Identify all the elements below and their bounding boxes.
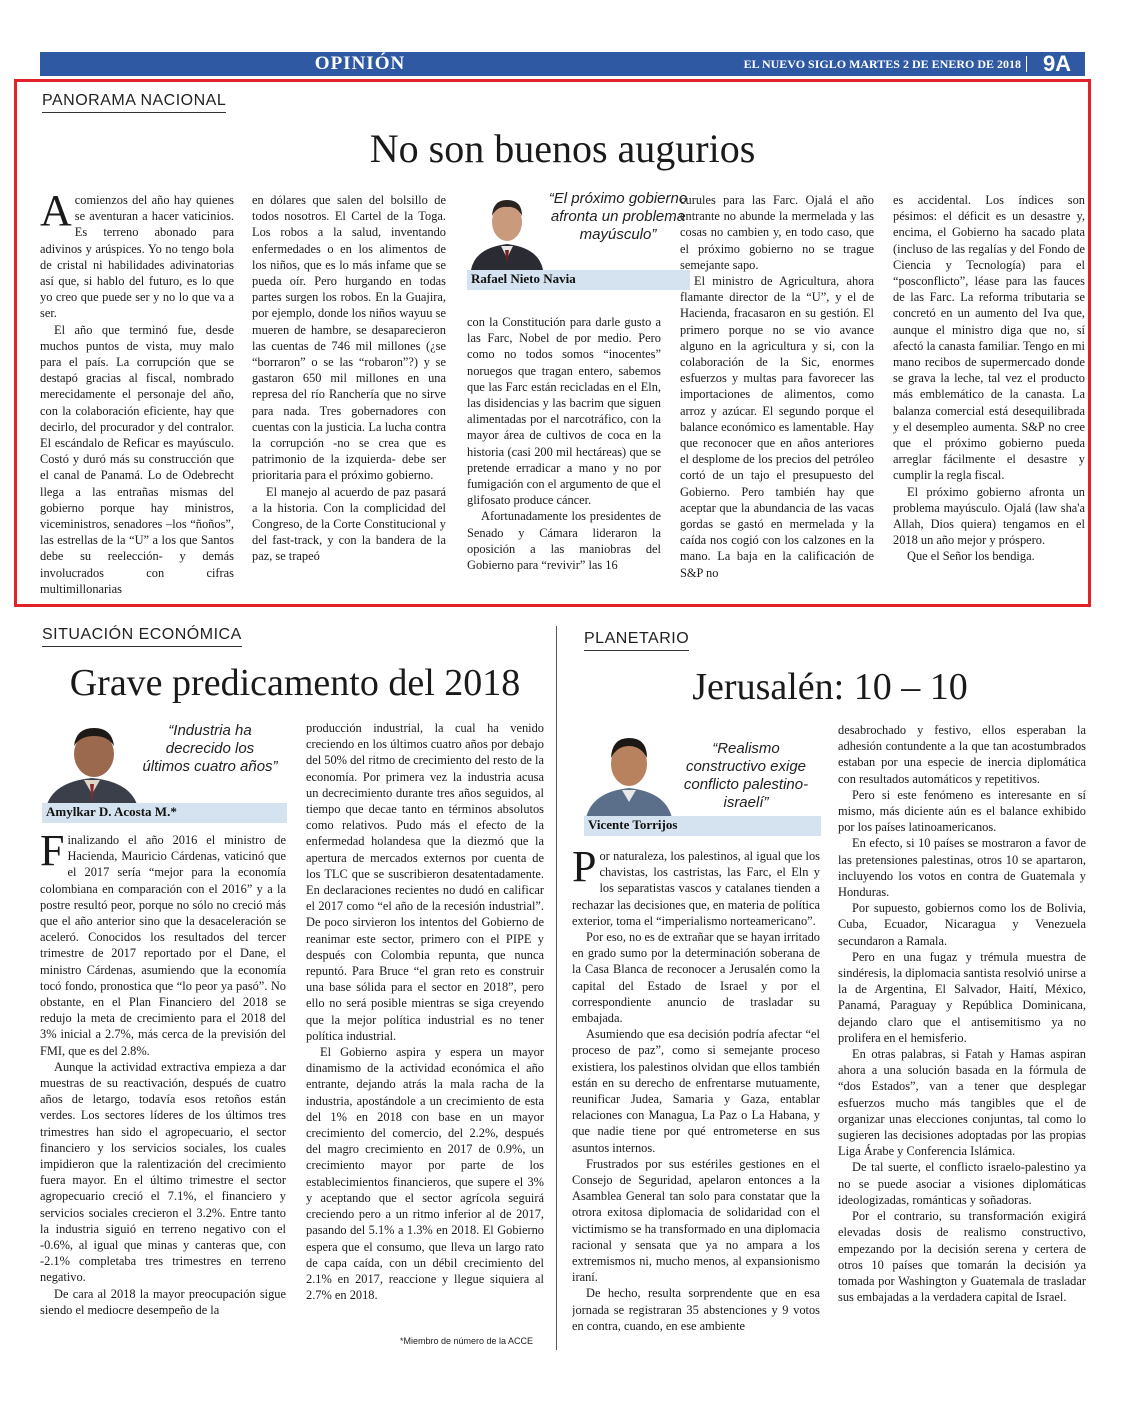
article2-paragraph: De cara al 2018 la mayor preocupación sigue siendo el mediocre desempeño de la (40, 1286, 286, 1317)
article3-paragraph: Asumiendo que esa decisión podría afectar “el proceso de paz”, como si semejante proceso existiera, los palestinos olvidan que ellos también están en su derecho de enfrentarse mutuamente, reunificar Judea, Samaria y Gaza, entablar relaciones con Managua, La Paz o La Habana, y que nadie tiene por qué entrometerse en sus asuntos internos. (572, 1027, 820, 1155)
article1-paragraph: El manejo al acuerdo de paz pasará a la historia. Con la complicidad del Congreso, de la Corte Constitucional y del fast-track, y con la bandera de la paz, se trapeó (252, 484, 446, 564)
article1-kicker: PANORAMA NACIONAL (42, 92, 226, 113)
article3-pullquote: “Realismo constructivo exige conflicto palestino-israelí” (683, 740, 809, 811)
article1-author-byline: Rafael Nieto Navia (467, 270, 690, 290)
article3-paragraph: En otras palabras, si Fatah y Hamas aspiran ahora a una solución basada en la fórmula de “dos Estados”, van a tener que desplegar esfuerzos mucho más tangibles que el de organizar unas elecciones conjuntas, tal como lo sugieren las decisiones adoptadas por las propias Liga Árabe y Conferencia Islámica. (838, 1047, 1086, 1159)
article2-dropcap: F (40, 832, 65, 875)
article2-kicker: SITUACIÓN ECONÓMICA (42, 626, 242, 647)
article2-column-1 (40, 832, 286, 1352)
article1-paragraph: El ministro de Agricultura, ahora flamante director de la “U”, y el de Hacienda, fracasaron en su gestión. El primero porque no se vio avance alguno en la agricultura y si, con la colaboración de la Sic, enormes esfuerzos y multas para favorecer las importaciones de alimentos, como arroz y azúcar. El segundo porque el balance económico es lamentable. Hay que reconocer que en años anteriores el desplome de los precios del petróleo cortó de un tajo el presupuesto del Gobierno. Pero también hay que aceptar que la abundancia de las vacas gordas se gastó en mermelada y la caída nos cogió con los calzones en la mano. La baja en la calificación de S&P no (680, 274, 874, 580)
article3-author-byline: Vicente Torrijos (584, 816, 821, 836)
author-portrait-icon (42, 716, 142, 808)
article1-paragraph: comienzos del año hay quienes se aventuran a hacer vaticinios. Es terreno abonado para adivinos y arúspices. Yo no tengo bola de cristal ni habilidades adivinatorias así que, si hablo del futuro, es lo que yo creo que puede ser y no lo que va a ser. (40, 193, 234, 321)
article3-paragraph: Pero si este fenómeno es interesante en sí mismo, más diciente aún es el balance exhibido por los países latinoamericanos. (838, 787, 1086, 835)
article3-kicker: PLANETARIO (584, 630, 689, 651)
article3-paragraph: Por eso, no es de extrañar que se hayan irritado en grado sumo por la determinación soberana de la Casa Blanca de reconocer a Jerusalén como la capital del Estado de Israel y por el correspondiente anuncio de trasladar su embajada. (572, 930, 820, 1026)
article3-paragraph: Pero en una fugaz y trémula muestra de sindéresis, la diplomacia santista resolvió unirse a la de Argentina, El Salvador, Haití, México, Panamá, Paraguay y República Dominicana, dejando claro que el antisemitismo ya no prolifera en el hemisferio. (838, 949, 1086, 1045)
article2-pullquote: “Industria ha decrecido los últimos cuatro años” (142, 722, 278, 775)
article3-title: Jerusalén: 10 – 10 (692, 666, 968, 708)
article3-column-2 (838, 722, 1086, 1358)
author-portrait-icon (467, 188, 547, 270)
article1-column-5 (893, 192, 1085, 598)
article2-author-byline: Amylkar D. Acosta M.* (42, 803, 287, 823)
article3-paragraph: De tal suerte, el conflicto israelo-palestino ya no se puede asociar a visiones diplomáticas ideologizadas, románticas y soñadoras. (838, 1160, 1086, 1207)
article2-footnote: *Miembro de número de la ACCE (400, 1336, 534, 1346)
article1-paragraph: El próximo gobierno afronta un problema mayúsculo. Ojalá (law sha'a Allah, Dios quiera) tengamos en el 2018 un año mejor y próspero. (893, 484, 1085, 548)
article2-title: Grave predicamento del 2018 (69, 662, 521, 704)
article1-pullquote: “El próximo gobierno afronta un problema mayúsculo” (548, 190, 688, 243)
author-portrait-icon (584, 726, 674, 818)
author-photo-rafael (467, 188, 547, 270)
article2-column-2 (306, 720, 544, 1332)
page-number: 9A (1029, 52, 1085, 76)
article1-paragraph: es accidental. Los índices son pésimos: el déficit es un desastre y, encima, el Gobierno ha sacado plata (incluso de las regalías y del Fondo de Ciencia y Tecnología) para el “posconflicto”, léase para las fauces de las Farc. La reforma tributaria se concretó en un aumento del Iva que, aunque el ministro diga que no, sí afectó la canasta familiar. Tengo en mi mano recibos de supermercado donde se grava la leche, tal vez el producto más emblemático de la canasta. La balanza comercial está desequilibrada y el desempleo aumenta. S&P no cree que el próximo gobierno pueda arreglar fácilmente el desastre y cumplir la regla fiscal. (893, 193, 1085, 483)
article2-paragraph: inalizando el año 2016 el ministro de Hacienda, Mauricio Cárdenas, vaticinó que el 2017 sería “mejor para la economía colombiana en comparación con el 2016” y a la postre resultó peor, porque no sólo no creció más que el año anterior sino que la desaceleración se aceleró. Conocidos los resultados del tercer trimestre de 2017 reportado por el Dane, el ministro Cárdenas, asumiendo que la economía tocó fondo, pronostica que “lo peor ya pasó”. No obstante, en el Plan Financiero del 2018 se redujo la meta de crecimiento para el 2018 del 3% inicial a 2.7%, más cerca de la previsión del FMI, que es del 2.8%. (40, 833, 286, 1058)
header-divider (1026, 56, 1027, 72)
article3-paragraph: Por el contrario, su transformación exigirá elevadas dosis de realismo constructivo, empezando por la decisión serena y certera de otros 10 países que tomarán la decisión ya tomada por Washington y Guatemala de trasladar sus embajadas a la verdadera capital de Israel. (838, 1209, 1086, 1305)
article1-column-4 (680, 192, 874, 598)
article3-paragraph: De hecho, resulta sorprendente que en esa jornada se registraran 35 abstenciones y 9 votos en contra, cuando, en ese ambiente (572, 1286, 820, 1333)
article1-title: No son buenos augurios (369, 126, 756, 171)
article1-paragraph: en dólares que salen del bolsillo de todos nosotros. El Cartel de la Toga. Los robos a la salud, inventando enfermedades o en los alimentos de los niños, que es lo más infame que se pueda oír. Pero hurgando en todas partes surgen los robos. En la Guajira, por ejemplo, donde los niños wayuu se mueren de hambre, se desaparecieron las cuentas de 746 mil millones (¿se “borraron” o se las “robaron”?) y se gastaron 650 mil millones en una represa del río Ranchería que no sirve para nada. Tres gobernadores con cuentas con la justicia. La lucha contra la corrupción -no se crea que es patrimonio de la izquierda- debe ser prioritaria para el próximo gobierno. (252, 193, 446, 483)
publication-date: EL NUEVO SIGLO MARTES 2 DE ENERO DE 2018 (743, 57, 1021, 71)
article3-paragraph: or naturaleza, los palestinos, al igual que los chavistas, los castristas, las Farc, el Eln y los separatistas vascos y catalanes tienden a rechazar las decisiones que, en materia de política exterior, toma el “imperialismo norteamericano”. (572, 849, 820, 928)
article1-column-2 (252, 192, 446, 598)
article1-paragraph: El año que terminó fue, desde muchos puntos de vista, muy malo para el país. La corrupción que se destapó gracias al fiscal, nombrado merecidamente el personaje del año, con la colaboración eficiente, hay que decirlo, del procurador y del contralor. El escándalo de Reficar es mayúsculo. Costó y duró más su construcción que el canal de Panamá. Lo de Odebrecht llega a las entrañas mismas del gobierno porque hay ministros, viceministros, senadores –los “ñoños”, las estrellas de la “U” a los que Santos debe su reelección- y demás involucrados con cifras multimillonarias (40, 322, 234, 596)
article3-paragraph: Frustrados por sus estériles gestiones en el Consejo de Seguridad, apelaron entonces a la Asamblea General tan solo para constatar que la otrora exitosa diplomacia de solidaridad con el victimismo se ha transformado en una diplomacia racional y sensata que ya no ampara a los extremismos ni, mucho menos, al expansionismo iraní. (572, 1156, 820, 1285)
column-divider (556, 626, 557, 1350)
article2-paragraph: El Gobierno aspira y espera un mayor dinamismo de la actividad económica el año entrante, dejando atrás la mala racha de la industria, apostándole a un crecimiento de esta del 1% en 2018 con base en un mayor crecimiento del comercio, del 2.2%, después del magro crecimiento en 2017 de 0.9%, un crecimiento mayor por parte de los establecimientos financieros, que supere el 3% y aceptando que el sector agrícola seguirá creciendo pero a un ritmo inferior al de 2017, pasando del 5.1% a 1.3% en 2018. El Gobierno espera que el consumo, que lleva un largo rato de capa caída, con un débil crecimiento del 2.1% en 2017, reaccione y llegue siquiera al 2.7% en 2018. (306, 1045, 544, 1303)
author-photo-vicente (584, 726, 674, 818)
article2-paragraph: Aunque la actividad extractiva empieza a dar muestras de su reactivación, después de cuatro años de letargo, todavía esos retoños están verdes. Los sectores líderes de los últimos tres trimestres han sido el agropecuario, el sector financiero y los servicios sociales, los cuales impidieron que la ralentización del crecimiento fuera mayor. En el último trimestre el sector agropecuario creció el 7.1%, el financiero y servicios sociales crecieron el 3.2%. Entre tanto la industria siguió en terreno negativo con el -0.6%, al igual que minas y canteras que, con -2.1% completaba tres trimestres en terreno negativo. (40, 1059, 286, 1285)
article3-paragraph: En efecto, si 10 países se mostraron a favor de las pretensiones palestinas, otros 10 se apartaron, incluyendo los votos en contra de Guatemala y Honduras. (838, 836, 1086, 900)
article1-paragraph: Que el Señor los bendiga. (907, 549, 1035, 564)
article2-paragraph: producción industrial, la cual ha venido creciendo en los últimos cuatro años por debajo del 50% del ritmo de crecimiento del resto de la economía. Por primera vez la industria acusa un decrecimiento durante tres años seguidos, al tiempo que decae tanto en términos absolutos como relativos. Pudo más el efecto de la enfermedad holandesa que la diezmó que la apertura de mercados externos por cuenta de los TLC que se suscribieron desatentadamente. En declaraciones recientes no dudó en calificar el 2017 como “el año de la recesión industrial”. De poco sirvieron los intentos del Gobierno de reanimar este sector, primero con el PIPE y después con Colombia repunta, que nunca repuntó. Para Bruce “el gran reto es construir una base sólida para el sector en 2018”, pero ello no será posible mientras se siga creyendo que la mejor política industrial es no tener política industrial. (306, 721, 544, 1043)
author-photo-amylkar (42, 716, 142, 808)
article3-paragraph: Por supuesto, gobiernos como los de Bolivia, Cuba, Ecuador, Nicaragua y Venezuela secundaron a Ramala. (838, 901, 1086, 948)
article3-paragraph: desabrochado y festivo, ellos esperaban la adhesión contundente a la que tan acostumbrados estaban por una especie de inercia diplomática con resultados automáticos y repetitivos. (838, 723, 1086, 786)
article1-paragraph: curules para las Farc. Ojalá el año entrante no abunde la mermelada y las cosas no cambien y, en todo caso, que el próximo gobierno no se trague semejante sapo. (680, 193, 874, 272)
article3-column-1 (572, 848, 820, 1358)
article1-paragraph: con la Constitución para darle gusto a las Farc, Nobel de por medio. Pero como no todos somos “inocentes” noruegos que tragan entero, sabemos que las Farc están recicladas en el Eln, las disidencias y las bacrim que siguen alimentadas por el narcotráfico, con la mayor área de cultivos de coca en la historia (casi 200 mil hectáreas) que se pretende erradicar a mano y no por fumigación con el argumento de que el glifosato produce cáncer. (467, 315, 661, 508)
article1-paragraph: Afortunadamente los presidentes de Senado y Cámara lideraron la oposición a las maniobras del Gobierno para “revivir” las 16 (467, 509, 661, 573)
article1-column-3 (467, 314, 661, 598)
article1-column-1 (40, 192, 234, 598)
article1-dropcap: A (40, 192, 72, 235)
section-header-bar (40, 52, 1085, 76)
article3-dropcap: P (572, 848, 597, 891)
section-name: OPINIÓN (314, 53, 406, 74)
